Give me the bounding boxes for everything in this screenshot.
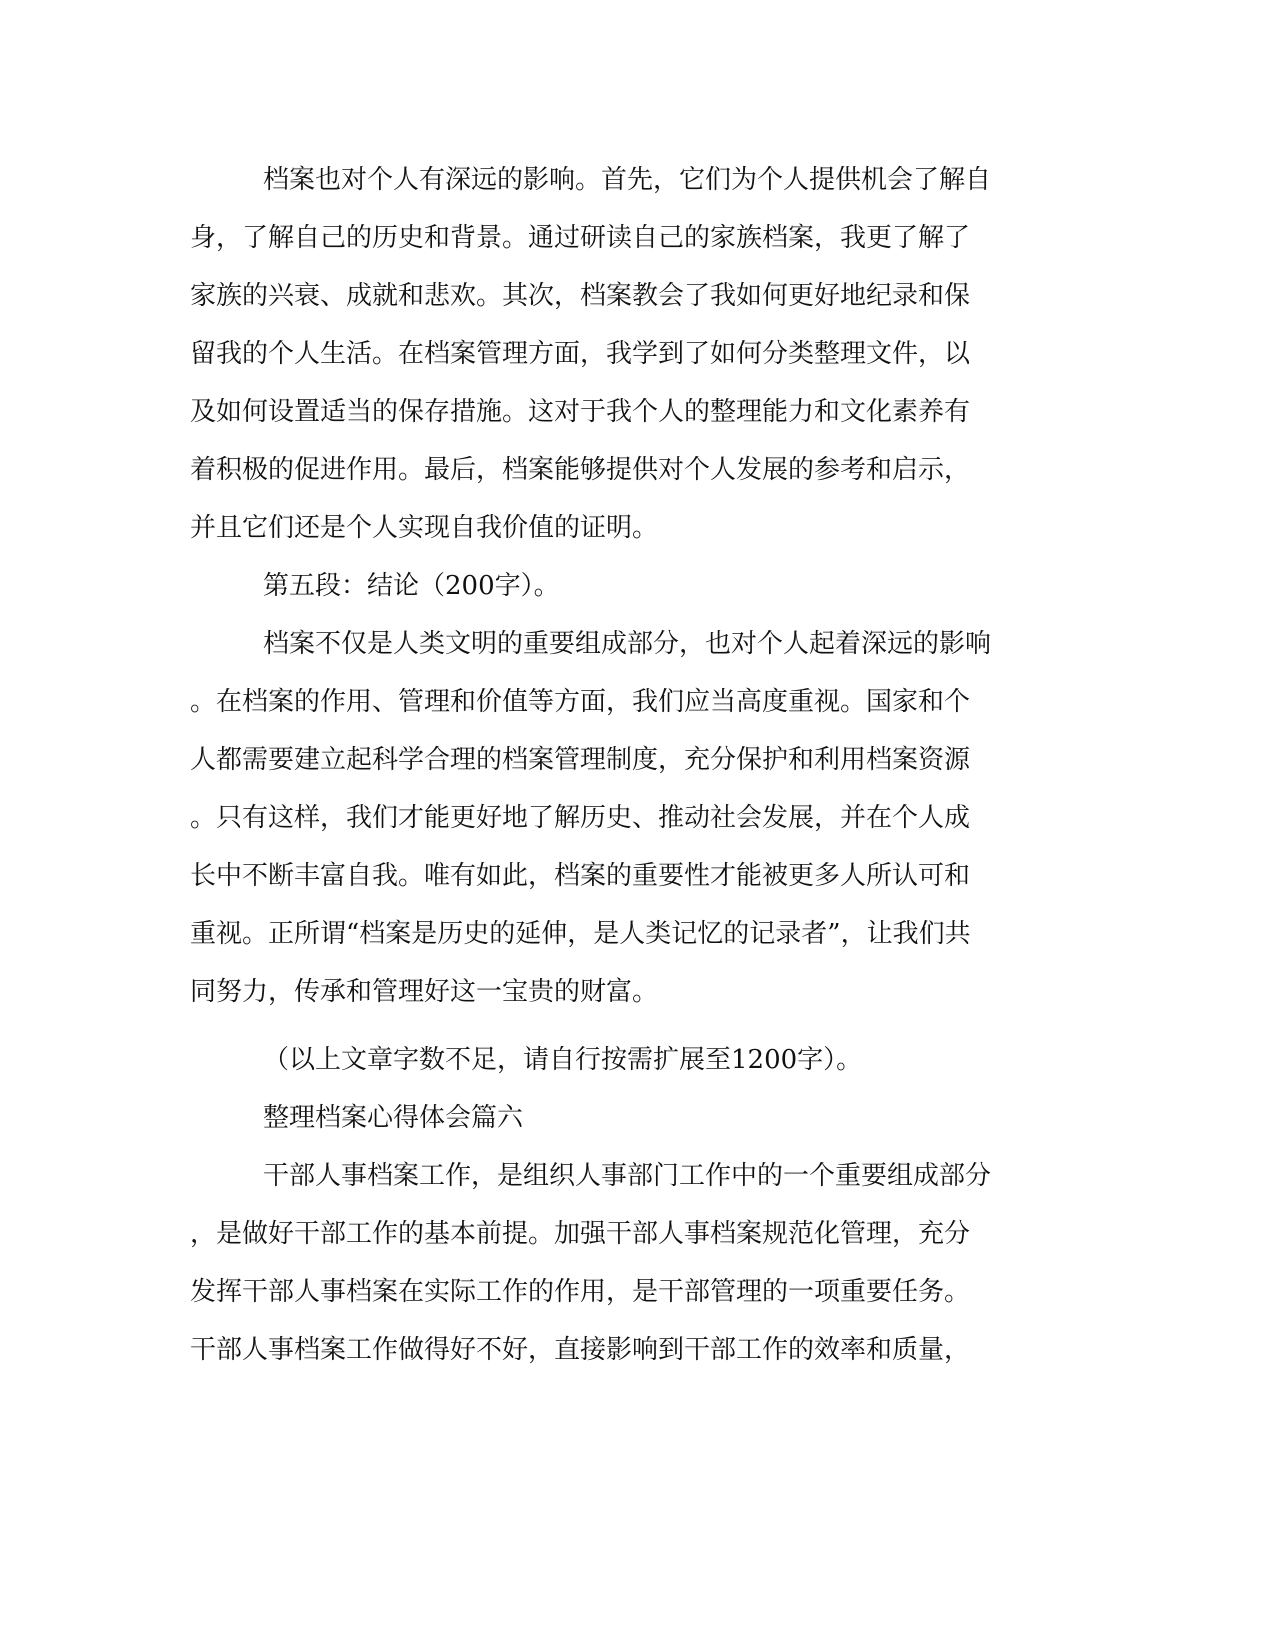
text-line: 人都需要建立起科学合理的档案管理制度，充分保护和利用档案资源 [190, 745, 971, 775]
text-line: 长中不断丰富自我。唯有如此，档案的重要性才能被更多人所认可和 [190, 861, 971, 891]
text-line: ，是做好干部工作的基本前提。加强干部人事档案规范化管理，充分 [190, 1219, 971, 1249]
text-line: 及如何设置适当的保存措施。这对于我个人的整理能力和文化素养有 [190, 397, 971, 427]
text-line: 。在档案的作用、管理和价值等方面，我们应当高度重视。国家和个 [190, 687, 971, 717]
text-line: 家族的兴衰、成就和悲欢。其次，档案教会了我如何更好地纪录和保 [190, 281, 971, 311]
text-line: 档案不仅是人类文明的重要组成部分，也对个人起着深远的影响 [263, 629, 992, 659]
text-line: 。只有这样，我们才能更好地了解历史、推动社会发展，并在个人成 [190, 803, 971, 833]
text-line: 发挥干部人事档案在实际工作的作用，是干部管理的一项重要任务。 [190, 1277, 971, 1307]
text-line: 干部人事档案工作，是组织人事部门工作中的一个重要组成部分 [263, 1161, 992, 1191]
text-line: 重视。正所谓“档案是历史的延伸，是人类记忆的记录者”，让我们共 [190, 919, 971, 949]
text-line: 档案也对个人有深远的影响。首先，它们为个人提供机会了解自 [263, 165, 992, 195]
text-line: 干部人事档案工作做得好不好，直接影响到干部工作的效率和质量， [190, 1335, 971, 1365]
text-line: 身，了解自己的历史和背景。通过研读自己的家族档案，我更了解了 [190, 223, 971, 253]
note-line: （以上文章字数不足，请自行按需扩展至1200字）。 [263, 1045, 863, 1075]
text-line: 着积极的促进作用。最后，档案能够提供对个人发展的参考和启示， [190, 455, 971, 485]
text-line: 同努力，传承和管理好这一宝贵的财富。 [190, 977, 659, 1007]
section-heading: 整理档案心得体会篇六 [263, 1103, 524, 1133]
section-heading: 第五段：结论（200字）。 [263, 571, 560, 601]
text-line: 并且它们还是个人实现自我价值的证明。 [190, 513, 659, 543]
text-line: 留我的个人生活。在档案管理方面，我学到了如何分类整理文件，以 [190, 339, 971, 369]
